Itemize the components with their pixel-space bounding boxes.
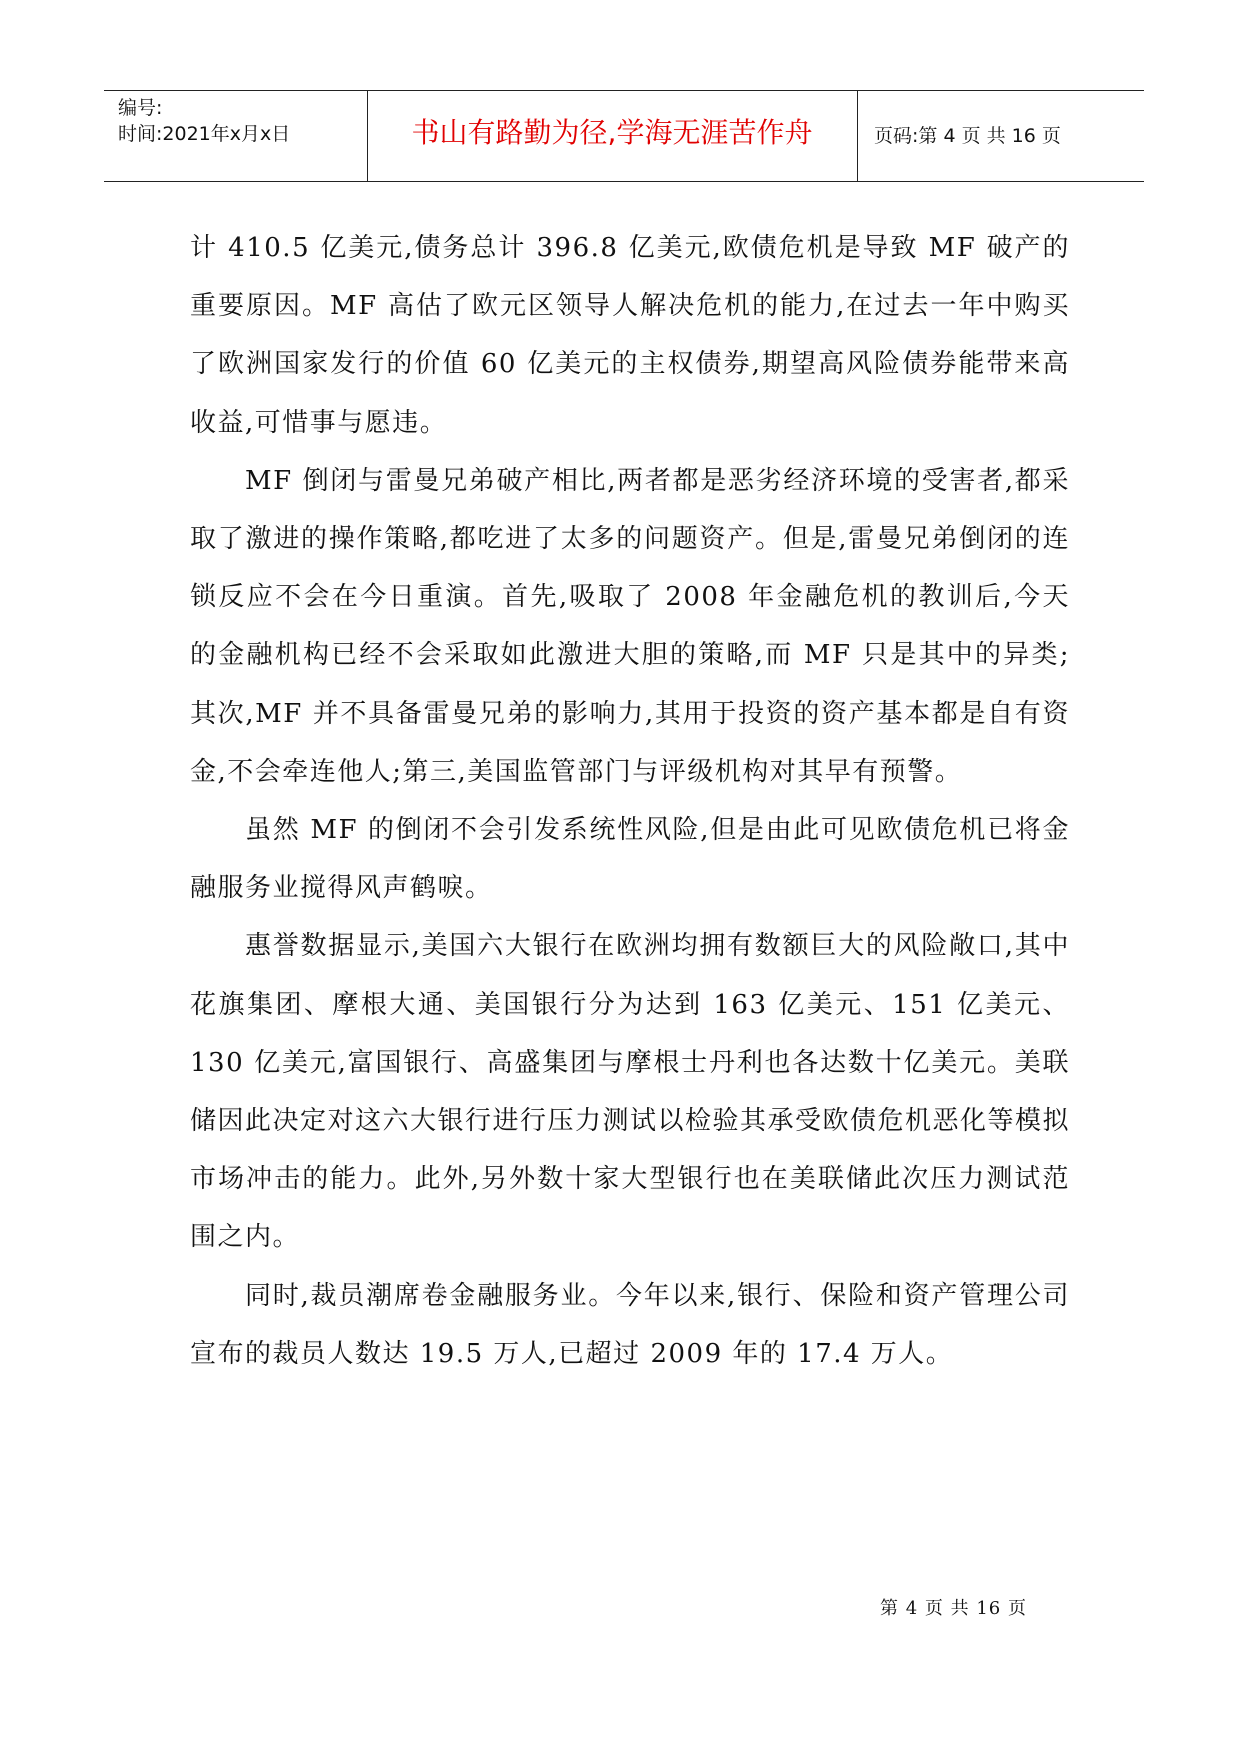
header-motto: 书山有路勤为径,学海无涯苦作舟	[411, 116, 813, 149]
page-header	[104, 90, 1144, 182]
header-page-number: 页码:第 4 页 共 16 页	[874, 125, 1061, 147]
body-paragraph: 计 410.5 亿美元,债务总计 396.8 亿美元,欧债危机是导致 MF 破产的重要原因。MF 高估了欧元区领导人解决危机的能力,在过去一年中购买了欧洲国家发行的价值 60 亿美元的主权债券,期望高风险债券能带来高收益,可惜事与愿违。	[190, 233, 1070, 438]
body-paragraph: 虽然 MF 的倒闭不会引发系统性风险,但是由此可见欧债危机已将金融服务业搅得风声鹤唳。	[190, 815, 1070, 904]
header-meta	[118, 95, 290, 147]
body-paragraph: 惠誉数据显示,美国六大银行在欧洲均拥有数额巨大的风险敞口,其中花旗集团、摩根大通、美国银行分为达到 163 亿美元、151 亿美元、130 亿美元,富国银行、高盛集团与摩根士丹利也各达数十亿美元。美联储因此决定对这六大银行进行压力测试以检验其承受欧债危机恶化等模拟市场冲击的能力。此外,另外数十家大型银行也在美联储此次压力测试范围之内。	[190, 931, 1071, 1253]
page-footer-number: 第 4 页 共 16 页	[880, 1598, 1027, 1619]
body-paragraph: MF 倒闭与雷曼兄弟破产相比,两者都是恶劣经济环境的受害者,都采取了激进的操作策略,都吃进了太多的问题资产。但是,雷曼兄弟倒闭的连锁反应不会在今日重演。首先,吸取了 2008 年金融危机的教训后,今天的金融机构已经不会采取如此激进大胆的策略,而 MF 只是其中的异类;其次,MF 并不具备雷曼兄弟的影响力,其用于投资的资产基本都是自有资金,不会牵连他人;第三,美国监管部门与评级机构对其早有预警。	[190, 465, 1070, 787]
header-divider	[857, 91, 858, 181]
body-paragraph: 同时,裁员潮席卷金融服务业。今年以来,银行、保险和资产管理公司宣布的裁员人数达 19.5 万人,已超过 2009 年的 17.4 万人。	[190, 1280, 1070, 1369]
document-time-label: 时间:2021年x月x日	[118, 123, 291, 145]
document-body	[190, 219, 1070, 1383]
document-number-label: 编号:	[118, 97, 163, 119]
